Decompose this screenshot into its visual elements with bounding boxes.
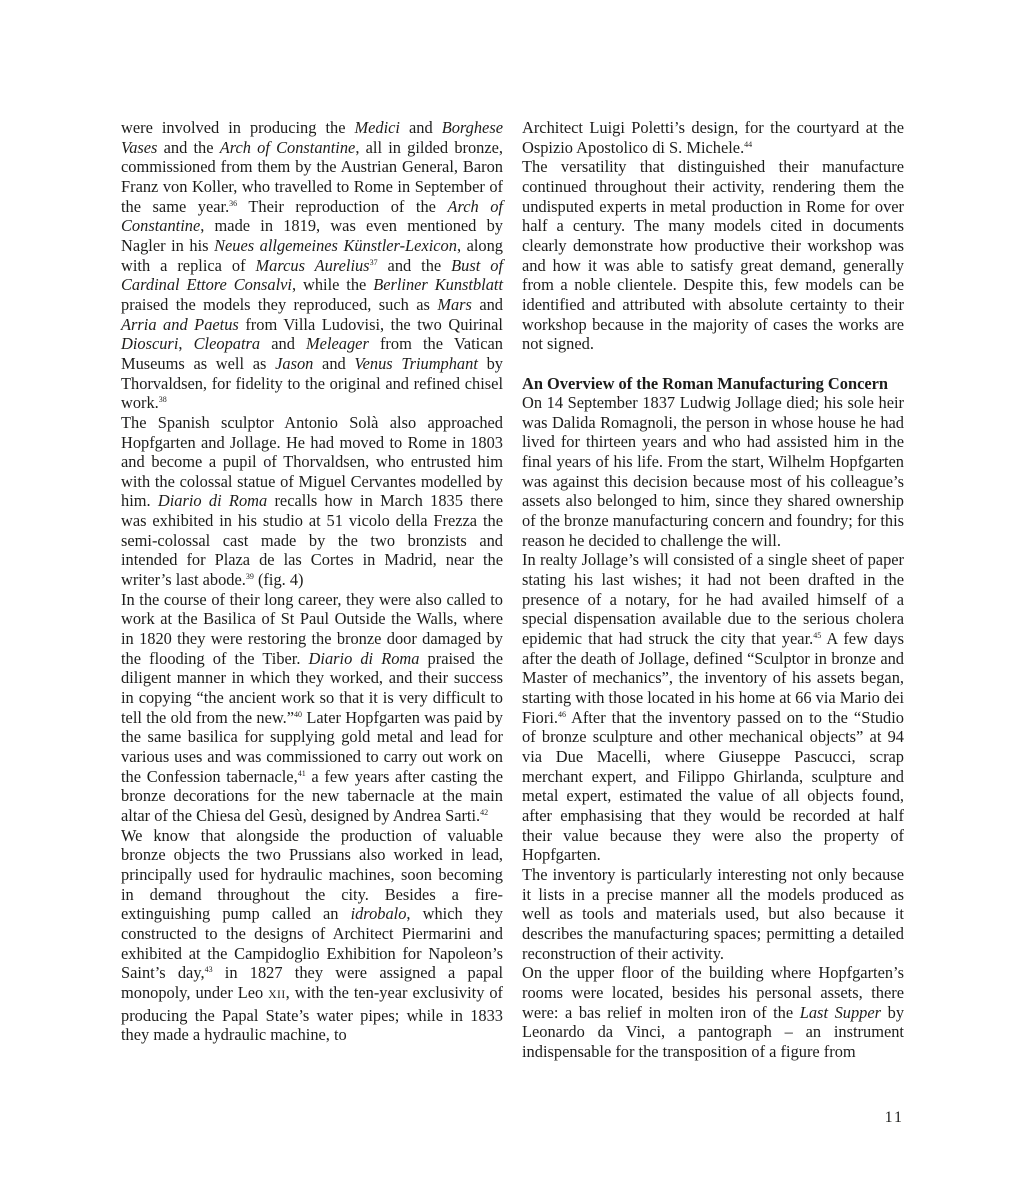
italic-title: Bust of Cardinal Ettore Consalvi [121, 255, 504, 295]
italic-title: Cleopatra [193, 334, 261, 354]
text-run: On the upper floor of the building where Hopfgarten’s rooms were located, besides his personal assets, there were: a bas relief in molten iron of the [522, 963, 904, 1022]
paragraph [522, 118, 904, 157]
paragraph [522, 550, 904, 865]
page-number: 11 [884, 1109, 904, 1126]
paragraph [522, 865, 904, 963]
small-caps-numeral: XII [268, 988, 286, 1001]
text-run: In realty Jollage’s will consisted of a single sheet of paper stating his last wishes; it had not been drafted in the presence of a notary, for he had availed himself of a special dispensation available due to the serious cholera epidemic that had struck the city that year. [522, 550, 904, 649]
italic-title: Borghese Vases [121, 118, 503, 157]
text-run: The Spanish sculptor Antonio Solà also approached Hopfgarten and Jollage. He had moved to Rome in 1803 and become a pupil of Thorvaldsen, who entrusted him with the colossal statue of Miguel Cervantes modelled by him. [121, 412, 503, 511]
text-run: , with the ten-year exclusivity of producing the Papal State’s water pipes; while in 1833 they made a hydraulic machine, to [121, 982, 504, 1045]
italic-title: idrobalo [350, 904, 407, 924]
text-run: praised the diligent manner in which they worked, and their success in copying “the ancient work so that it is very difficult to tell the old from the new.” [121, 648, 504, 727]
left-column [121, 118, 503, 1045]
text-run: Their reproduction of the [237, 196, 448, 216]
text-run: On 14 September 1837 Ludwig Jollage died; his sole heir was Dalida Romagnoli, the person in whose house he had lived for thirteen years and who had assisted him in the final years of his life. From the start, Wilhelm Hopfgarten was against this decision because most of his colleague’s assets also belonged to him, since they shared ownership of the bronze manufacturing concern and foundry; for this reason he decided to challenge the will. [522, 393, 904, 550]
text-run: , along with a replica of [121, 235, 503, 275]
text-run: were involved in producing the [121, 118, 355, 137]
text-run: Architect Luigi Poletti’s design, for the courtyard at the Ospizio Apostolico di S. Michele. [522, 118, 904, 157]
right-column [522, 118, 904, 1061]
italic-title: Dioscuri [121, 334, 179, 354]
paragraph [121, 413, 503, 590]
text-run: and [400, 118, 442, 137]
right-column-top [522, 118, 904, 354]
text-run: from Villa Ludovisi, the two Quirinal [238, 314, 503, 334]
paragraph [121, 590, 503, 826]
text-run: , [178, 334, 194, 354]
paragraph [121, 118, 503, 413]
text-run: We know that alongside the production of valuable bronze objects the two Prussians also worked in lead, principally used for hydraulic machines, soon becoming in demand throughout the city. Besides a fire-extinguishing pump called an [121, 825, 503, 924]
text-run: by Thorvaldsen, for fidelity to the original and refined chisel work. [121, 353, 503, 413]
section-heading: An Overview of the Roman Manufacturing Concern [522, 373, 889, 393]
italic-title: Last Supper [799, 1002, 882, 1022]
italic-title: Venus Triumphant [354, 353, 478, 373]
italic-title: Medici [354, 118, 400, 137]
italic-title: Arch of Constantine [121, 196, 503, 236]
text-run: and the [377, 255, 452, 275]
text-run: Later Hopfgarten was paid by the same basilica for supplying gold metal and lead for various uses and was commissioned to carry out work on the Confession tabernacle, [121, 707, 503, 786]
footnote-ref: 43 [204, 965, 213, 975]
footnote-ref: 38 [158, 395, 167, 405]
footnote-ref: 39 [245, 572, 254, 582]
italic-title: Jason [275, 353, 314, 373]
paragraph [522, 963, 904, 1061]
footnote-ref: 37 [369, 257, 378, 267]
text-run: A few days after the death of Jollage, defined “Sculptor in bronze and Master of mechanics”, the inventory of his assets began, starting with those located in his home at 66 via Mario dei Fiori. [522, 629, 904, 727]
text-run: , while the [292, 275, 374, 295]
text-run: recalls how in March 1835 there was exhibited in his studio at 51 vicolo della Frezza the semi-colossal cast made by the two bronzists and intended for Plaza de las Cortes in Madrid, near the writer’s last abode. [121, 491, 503, 590]
italic-title: Diario di Roma [308, 648, 420, 668]
footnote-ref: 44 [744, 139, 753, 149]
text-run: (fig. 4) [253, 570, 304, 590]
text-run: and [471, 294, 503, 314]
text-run: The versatility that distinguished their manufacture continued throughout their activity, rendering them the undisputed experts in metal production in Rome for over half a century. The many models cited in documents clearly demonstrate how productive their workshop was and how it was able to satisfy great demand, generally from a noble clientele. Despite this, few models can be identified and attributed with absolute certainty to their workshop because in the majority of cases the works are not signed. [522, 157, 904, 354]
paragraph [522, 393, 904, 550]
text-run: by Leonardo da Vinci, a pantograph – an instrument indispensable for the transposition of a figure from [522, 1002, 905, 1061]
text-run: After that the inventory passed on to the “Studio of bronze sculpture and other mechanical objects” at 94 via Due Macelli, where Giuseppe Pascucci, scrap merchant expert, and Filippo Ghirlanda, sculpture and metal expert, estimated the value of all objects found, after emphasising that they would be recorded at half their value because they were also the property of Hopfgarten. [522, 707, 904, 865]
footnote-ref: 42 [480, 807, 489, 817]
text-run: , which they constructed to the designs of Architect Piermarini and exhibited at the Campidoglio Exhibition for Napoleon’s Saint’s day, [121, 904, 503, 983]
text-run: and the [157, 137, 220, 157]
text-run: and [260, 334, 307, 354]
paragraph [121, 826, 503, 1045]
italic-title: Arch of Constantine [219, 137, 356, 157]
text-run: a few years after casting the bronze decorations for the new tabernacle at the main altar of the Chiesa del Gesù, designed by Andrea Sarti. [121, 766, 504, 825]
italic-title: Meleager [306, 334, 369, 354]
text-run: The inventory is particularly interesting not only because it lists in a precise manner all the models produced as well as tools and materials used, but also because it describes the manufacturing spaces; permitting a detailed reconstruction of their activity. [522, 864, 904, 963]
footnote-ref: 36 [229, 198, 238, 208]
italic-title: Arria and Paetus [121, 314, 239, 334]
right-column-bottom [522, 393, 904, 1061]
italic-title: Marcus Aurelius [255, 255, 370, 275]
text-run: , all in gilded bronze, commissioned from them by the Austrian General, Baron Franz von Koller, who travelled to Rome in September of the same year. [121, 137, 504, 216]
italic-title: Neues allgemeines Künstler-Lexicon [214, 235, 457, 255]
italic-title: Mars [437, 294, 472, 314]
footnote-ref: 41 [297, 768, 306, 778]
paragraph [522, 157, 904, 354]
footnote-ref: 45 [813, 631, 822, 641]
text-run: In the course of their long career, they were also called to work at the Basilica of St Paul Outside the Walls, where in 1820 they were restoring the bronze door damaged by the flooding of the Tiber. [121, 589, 503, 668]
text-run: and [313, 353, 355, 373]
footnote-ref: 46 [557, 709, 566, 719]
text-run: , made in 1819, was even mentioned by Nagler in his [121, 216, 503, 255]
italic-title: Diario di Roma [157, 491, 268, 511]
footnote-ref: 40 [294, 709, 303, 719]
text-run: in 1827 they were assigned a papal monopoly, under Leo [121, 963, 504, 1002]
text-run: from the Vatican Museums as well as [121, 334, 503, 373]
text-run: praised the models they reproduced, such as [121, 294, 438, 314]
italic-title: Berliner Kunstblatt [373, 275, 503, 295]
